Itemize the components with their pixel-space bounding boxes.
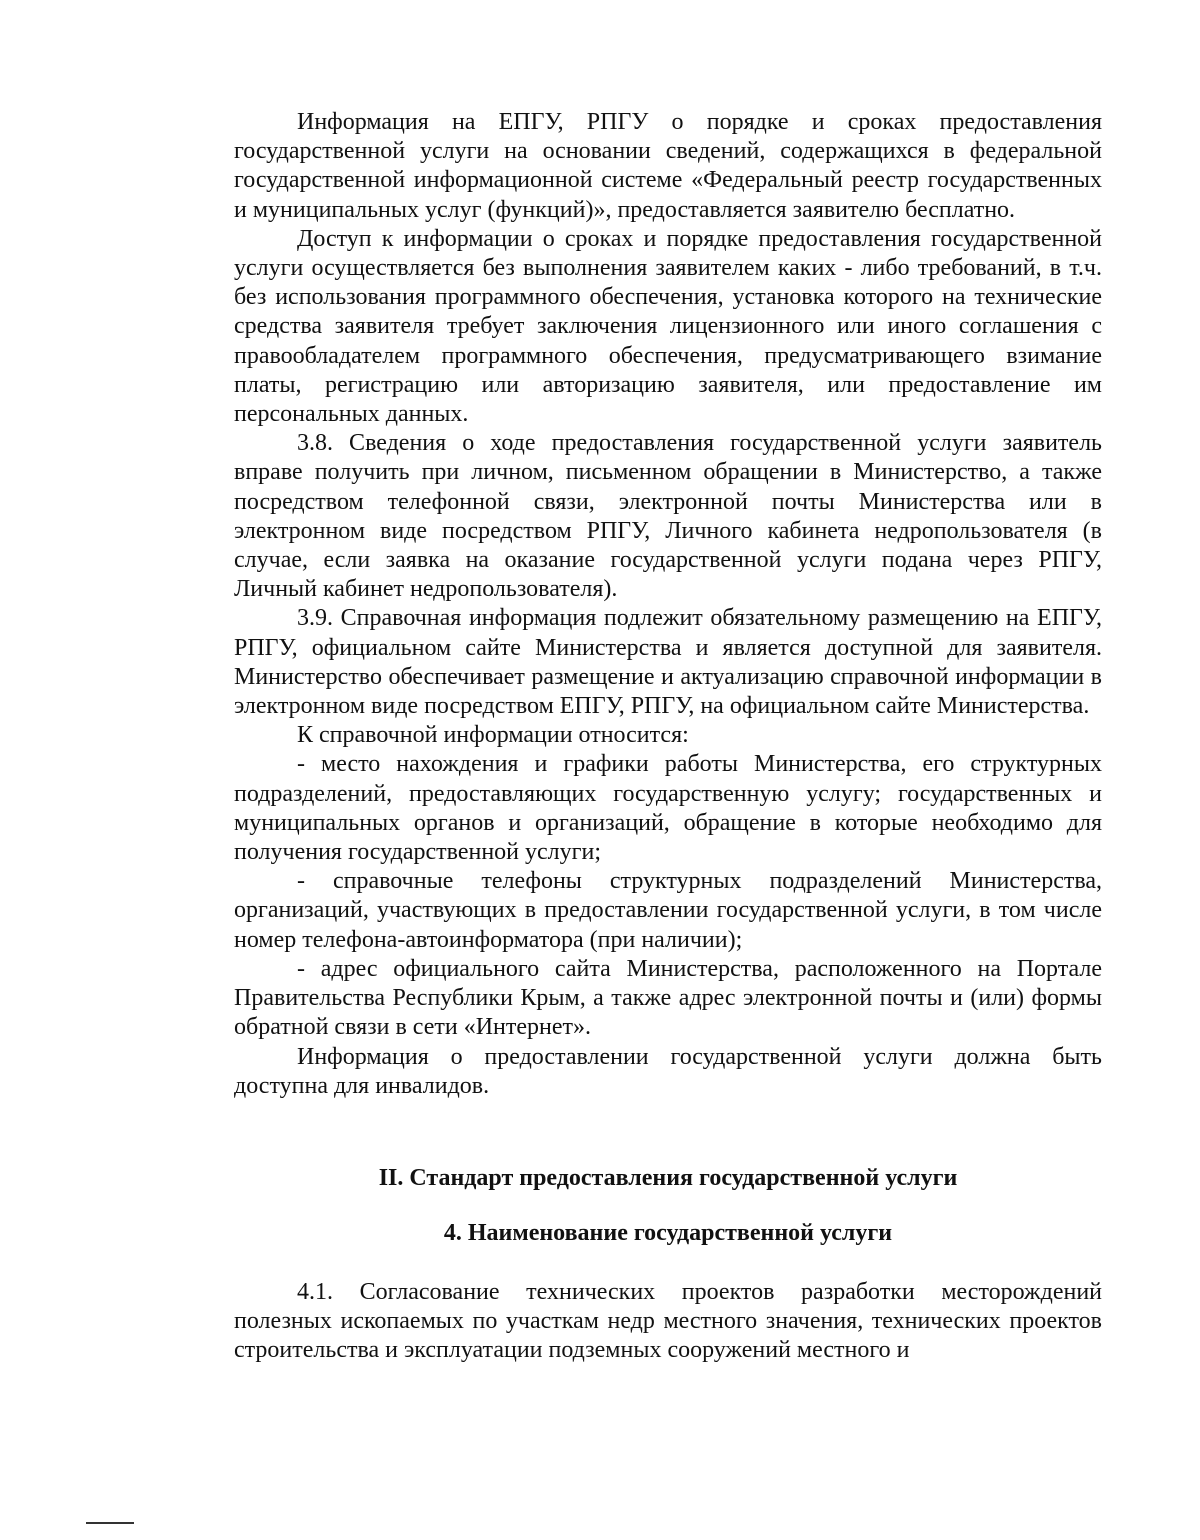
list-item-website-address: - адрес официального сайта Министерства, расположенного на Портале Правительства Республики Крым, а также адрес электронной почты и (или) формы обратной связи в сети «Интернет». xyxy=(234,955,1102,1041)
section-heading: II. Стандарт предоставления государственной услуги xyxy=(378,1164,958,1191)
list-item-location-schedule: - место нахождения и графики работы Министерства, его структурных подразделений, предоставляющих государственную услугу; государственных и муниципальных органов и организаций, обращение в которые необходимо для получения государственной услуги; xyxy=(234,751,1102,866)
paragraph-accessibility-disabled: Информация о предоставлении государственной услуги должна быть доступна для инвалидов. xyxy=(234,1043,1102,1099)
paragraph-3-9-reference-info: 3.9. Справочная информация подлежит обязательному размещению на ЕПГУ, РПГУ, официальном сайте Министерства и является доступной для заявителя. Министерство обеспечивает размещение и актуализацию справочной информации в электронном виде посредством ЕПГУ, РПГУ, на официальном сайте Министерства. xyxy=(234,605,1102,720)
paragraph-4-1-service-name: 4.1. Согласование технических проектов разработки месторождений полезных ископаемых по участкам недр местного значения, технических проектов строительства и эксплуатации подземных сооружений местного и xyxy=(234,1278,1102,1364)
footer-rule xyxy=(86,1522,134,1524)
paragraph-epgu-info-free: Информация на ЕПГУ, РПГУ о порядке и сроках предоставления государственной услуги на основании сведений, содержащихся в федеральной государственной информационной системе «Федеральный реестр государственных и муниципальных услуг (функций)», предоставляется заявителю бесплатно. xyxy=(234,109,1102,223)
paragraph-3-8-progress-info: 3.8. Сведения о ходе предоставления государственной услуги заявитель вправе получить при личном, письменном обращении в Министерство, а также посредством телефонной связи, электронной почты Министерства или в электронном виде посредством РПГУ, Личного кабинета недропользователя (в случае, если заявка на оказание государственной услуги подана через РПГУ, Личный кабинет недропользователя). xyxy=(234,430,1102,603)
list-item-reference-phones: - справочные телефоны структурных подразделений Министерства, организаций, участвующих в предоставлении государственной услуги, в том числе номер телефона-автоинформатора (при наличии); xyxy=(234,868,1102,953)
paragraph-reference-info-includes: К справочной информации относится: xyxy=(297,722,689,749)
paragraph-access-without-requirements: Доступ к информации о сроках и порядке предоставления государственной услуги осуществляется без выполнения заявителем каких - либо требований, в т.ч. без использования программного обеспечения, установка которого на технические средства заявителя требует заключения лицензионного или иного соглашения с правообладателем программного обеспечения, предусматривающего взимание платы, регистрацию или авторизацию заявителя, или предоставление им персональных данных. xyxy=(234,225,1102,428)
document-body xyxy=(234,108,1102,1366)
subsection-heading: 4. Наименование государственной услуги xyxy=(443,1219,893,1246)
